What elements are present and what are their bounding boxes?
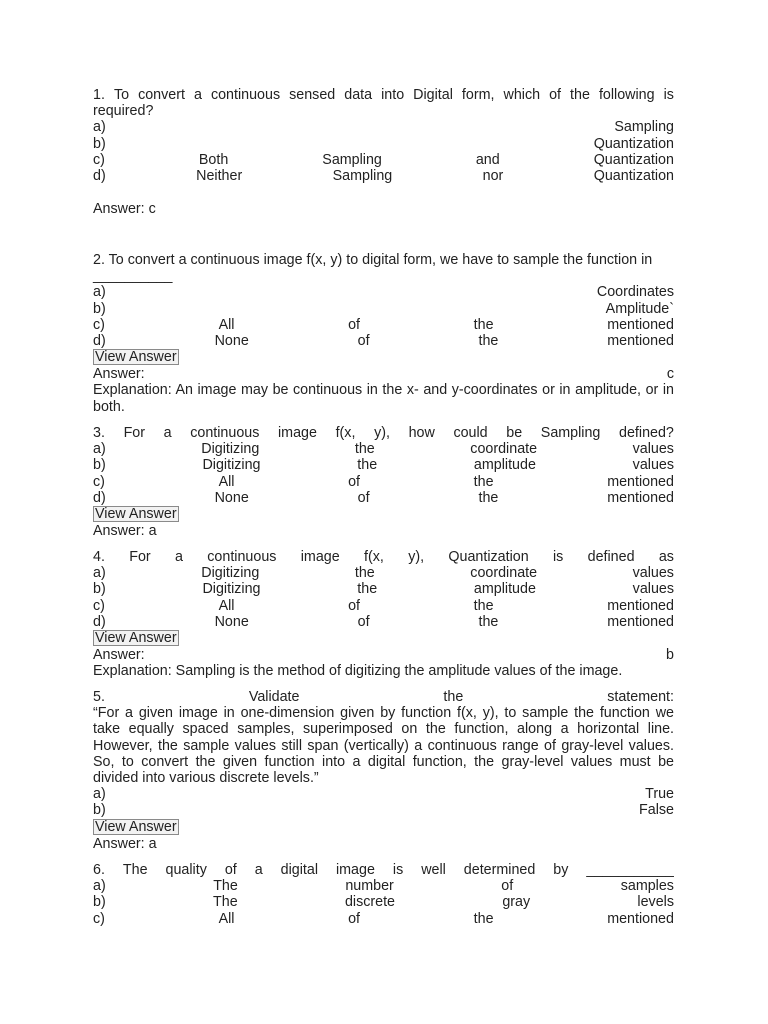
explanation: Explanation: An image may be continuous in the x- and y-coordinates or in amplitude, or in both. xyxy=(93,382,674,415)
question-6 xyxy=(93,862,674,927)
view-answer-button[interactable]: View Answer xyxy=(95,630,177,647)
option-d: d) Neither Sampling nor Quantization xyxy=(93,168,674,185)
answer-line: Answer: a xyxy=(93,835,157,852)
question-5-statement: “For a given image in one-dimension given by function f(x, y), to sample the function we take equally spaced samples, superimposed on the function, along a horizontal line. However, the sample values still span (vertically) a continuous range of gray-level values. So, to convert the given function into a digital function, the gray-level values must be divided into various discrete levels.” xyxy=(93,705,674,787)
option-c: c) All of the mentioned xyxy=(93,597,674,614)
option-a: a) Digitizing the coordinate values xyxy=(93,565,674,582)
option-a: a) True xyxy=(93,786,674,803)
option-c: c) All of the mentioned xyxy=(93,910,674,927)
option-a: a) Coordinates xyxy=(93,284,674,301)
option-a: a) The number of samples xyxy=(93,878,674,895)
option-a: a) Digitizing the coordinate values xyxy=(93,441,674,458)
explanation: Explanation: Sampling is the method of digitizing the amplitude values of the image. xyxy=(93,663,623,680)
option-b: b) Digitizing the amplitude values xyxy=(93,457,674,474)
question-5-stem: 5. Validate the statement: xyxy=(93,689,674,705)
option-c: c) All of the mentioned xyxy=(93,473,674,490)
question-1 xyxy=(93,87,674,184)
option-b: b) Amplitude` xyxy=(93,300,674,317)
option-b: b) Digitizing the amplitude values xyxy=(93,581,674,598)
question-3 xyxy=(93,425,674,539)
question-4-stem: 4. For a continuous image f(x, y), Quantization is defined as xyxy=(93,549,674,565)
option-d: d) None of the mentioned xyxy=(93,613,674,630)
question-4 xyxy=(93,549,674,679)
view-answer-button[interactable]: View Answer xyxy=(95,818,177,835)
view-answer-button[interactable]: View Answer xyxy=(95,506,177,523)
option-c: c) Both Sampling and Quantization xyxy=(93,151,674,168)
option-b: b) False xyxy=(93,802,674,819)
option-d: d) None of the mentioned xyxy=(93,333,674,350)
question-1-stem-line-1: 1. To convert a continuous sensed data into Digital form, which of the following is xyxy=(93,87,674,103)
question-2-stem-line-2: __________ xyxy=(93,268,173,285)
answer-line: Answer: a xyxy=(93,523,157,540)
option-d: d) None of the mentioned xyxy=(93,489,674,506)
question-1-stem-line-2: required? xyxy=(93,103,154,120)
answer-line: Answer: c xyxy=(93,366,674,383)
answer-line: Answer: b xyxy=(93,647,674,664)
question-3-stem: 3. For a continuous image f(x, y), how could be Sampling defined? xyxy=(93,425,674,441)
question-6-stem: 6. The quality of a digital image is well determined by ___________ xyxy=(93,862,674,878)
option-b: b) The discrete gray levels xyxy=(93,894,674,911)
question-1-answer: Answer: c xyxy=(93,201,156,217)
question-2 xyxy=(93,252,674,415)
view-answer-button[interactable]: View Answer xyxy=(95,349,177,366)
option-c: c) All of the mentioned xyxy=(93,316,674,333)
option-b: b) Quantization xyxy=(93,135,674,152)
option-a: a) Sampling xyxy=(93,119,674,136)
question-5 xyxy=(93,689,674,852)
question-2-stem-line-1: 2. To convert a continuous image f(x, y) to digital form, we have to sample the function in xyxy=(93,252,653,268)
